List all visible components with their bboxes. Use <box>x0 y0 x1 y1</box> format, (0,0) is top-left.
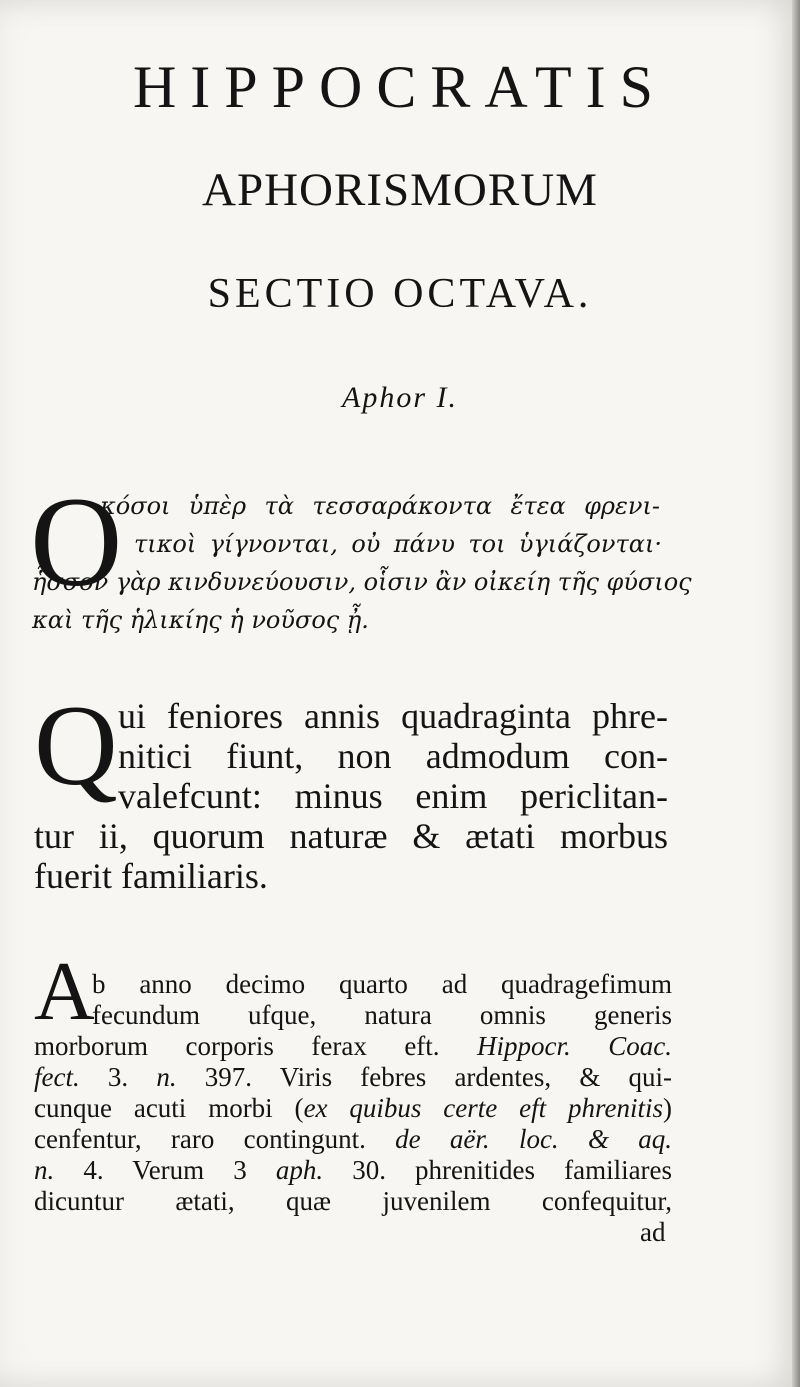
catchword: ad <box>640 1217 666 1247</box>
section-title: SECTIO OCTAVA. <box>207 271 593 317</box>
commentary-dropcap: A <box>34 945 95 1038</box>
latin-line-2: nitici fiunt, non admodum con- <box>118 736 668 776</box>
citation-italic: Hippocr. Coac. <box>477 1031 673 1061</box>
latin-line-4: tur ii, quorum naturæ & ætati morbus <box>34 816 668 856</box>
citation-italic: de aër. loc. & aq. <box>395 1124 672 1154</box>
greek-line-3: ἧσσον γὰρ κινδυνεύουσιν, οἷσιν ἂν οἰκείη τῆς φύσιος <box>32 568 692 596</box>
greek-line-2: τικοὶ γίγνονται, οὐ πάνυ τοι ὑγιάζονται· <box>134 530 662 558</box>
greek-line-4: καὶ τῆς ἡλικίης ἡ νοῦσος ᾖ. <box>32 606 369 634</box>
title-aphorismorum: APHORISMORUM <box>202 164 598 216</box>
title-hippocratis: HIPPOCRATIS <box>132 54 668 120</box>
commentary-text: 397. Viris febres ardentes, & qui- <box>204 1062 673 1092</box>
commentary-text: 30. phrenitides familiares <box>352 1155 673 1185</box>
commentary-line-3 <box>34 1031 672 1062</box>
latin-dropcap: Q <box>34 682 118 810</box>
commentary-text: cenfentur, raro contingunt. <box>34 1124 366 1154</box>
citation-italic: aph. <box>275 1155 324 1185</box>
commentary-text: morborum corporis ferax eft. <box>34 1031 440 1061</box>
commentary-line-2: fecundum ufque, natura omnis generis <box>92 1000 672 1030</box>
latin-line-5: fuerit familiaris. <box>34 856 268 896</box>
greek-line-1: κόσοι ὑπὲρ τὰ τεσσαράκοντα ἔτεα φρενι- <box>100 492 660 520</box>
commentary-line-7 <box>34 1155 672 1186</box>
aphorism-label: Aphor I. <box>342 381 458 414</box>
commentary-text: cunque acuti morbi ( <box>34 1093 304 1123</box>
citation-italic: n. <box>156 1062 177 1092</box>
commentary-line-4 <box>34 1062 672 1093</box>
citation-italic: fect. <box>34 1062 80 1092</box>
latin-line-1: ui feniores annis quadraginta phre- <box>118 696 668 736</box>
latin-line-3: valefcunt: minus enim periclitan- <box>118 776 668 816</box>
commentary-line-1: b anno decimo quarto ad quadragefimum <box>92 969 672 999</box>
commentary-text: 3. <box>107 1062 129 1092</box>
commentary-line-8: dicuntur ætati, quæ juvenilem confequitur, <box>34 1186 672 1216</box>
greek-dropcap: O <box>30 471 123 613</box>
commentary-line-5 <box>34 1093 672 1124</box>
commentary-text: 4. Verum 3 <box>83 1155 247 1185</box>
citation-italic: n. <box>34 1155 55 1185</box>
commentary-line-6 <box>34 1124 672 1155</box>
commentary-text: ) <box>663 1093 672 1123</box>
citation-italic: ex quibus certe eft phrenitis <box>303 1093 663 1123</box>
